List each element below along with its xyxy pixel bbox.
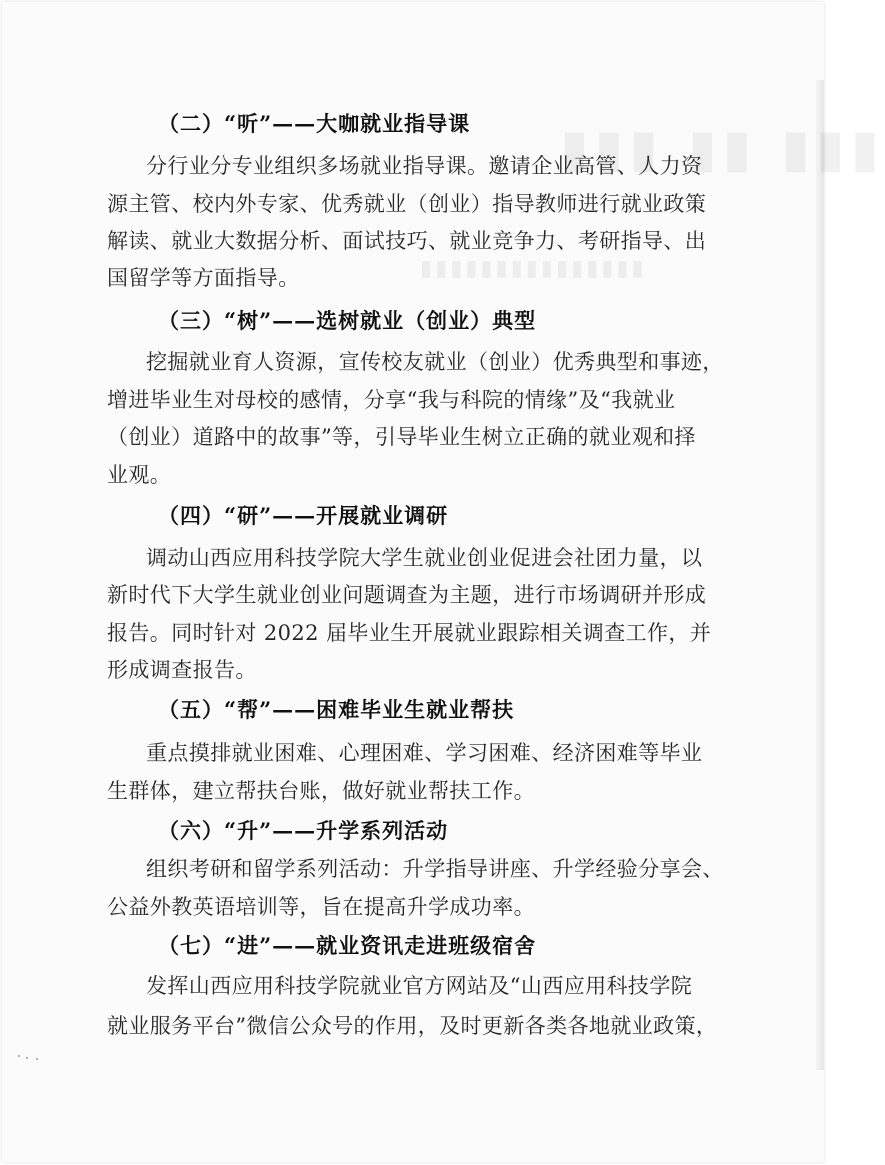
section-heading: （三）“树”——选树就业（创业）典型 (158, 308, 537, 333)
paragraph-line: 挖掘就业育人资源，宣传校友就业（创业）优秀典型和事迹， (146, 350, 724, 374)
paragraph-line: 组织考研和留学系列活动：升学指导讲座、升学经验分享会、 (146, 857, 724, 881)
section-heading: （四）“研”——开展就业调研 (158, 503, 449, 528)
paragraph-line: （创业）道路中的故事”等，引导毕业生树立正确的就业观和择 (107, 425, 696, 449)
paragraph-line: 就业服务平台”微信公众号的作用，及时更新各类各地就业政策， (107, 1014, 718, 1038)
paragraph-line: 调动山西应用科技学院大学生就业创业促进会社团力量，以 (146, 546, 703, 570)
paragraph-line: 分行业分专业组织多场就业指导课。邀请企业高管、人力资 (146, 154, 703, 178)
paragraph-line: 国留学等方面指导。 (107, 266, 300, 290)
paragraph-line: 重点摸排就业困难、心理困难、学习困难、经济困难等毕业 (146, 741, 703, 765)
scan-speck (26, 1057, 28, 1059)
section-heading: （六）“升”——升学系列活动 (158, 818, 449, 843)
section-heading: （五）“帮”——困难毕业生就业帮扶 (158, 697, 515, 722)
section-heading: （七）“进”——就业资讯走进班级宿舍 (158, 933, 537, 958)
scan-speck (36, 1058, 38, 1060)
paragraph-line: 源主管、校内外专家、优秀就业（创业）指导教师进行就业政策 (107, 192, 707, 216)
show-through-mark: ▮▮▮ (781, 118, 885, 179)
paragraph-line: 新时代下大学生就业创业问题调查为主题，进行市场调研并形成 (107, 583, 707, 607)
scan-speck (18, 1055, 20, 1057)
section-heading: （二）“听”——大咖就业指导课 (158, 111, 471, 136)
paragraph-line: 解读、就业大数据分析、面试技巧、就业竞争力、考研指导、出 (107, 229, 707, 253)
paragraph-line: 形成调查报告。 (107, 658, 257, 682)
paragraph-line: 发挥山西应用科技学院就业官方网站及“山西应用科技学院 (146, 974, 693, 998)
paragraph-line: 报告。同时针对 2022 届毕业生开展就业跟踪相关调查工作，并 (107, 621, 712, 645)
paragraph-line: 增进毕业生对母校的感情，分享“我与科院的情缘”及“我就业 (107, 388, 676, 412)
paragraph-line: 公益外教英语培训等，旨在提高升学成功率。 (107, 895, 535, 919)
paragraph-line: 生群体，建立帮扶台账，做好就业帮扶工作。 (107, 779, 535, 803)
paragraph-line: 业观。 (107, 463, 172, 487)
